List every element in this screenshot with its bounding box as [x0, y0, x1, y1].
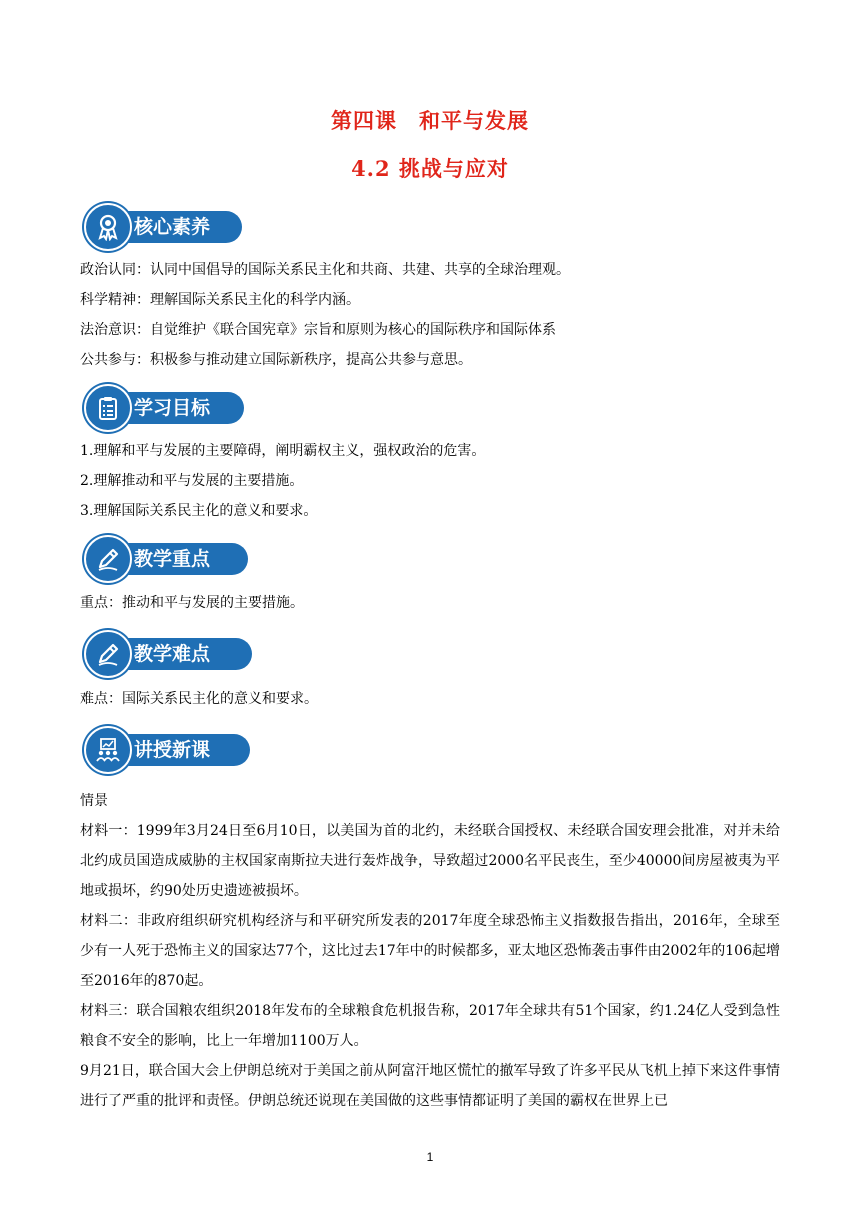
core-literacy-line: 法治意识：自觉维护《联合国宪章》宗旨和原则为核心的国际秩序和国际体系 [80, 322, 556, 338]
clipboard-list-icon [94, 394, 122, 422]
core-literacy-badge [84, 203, 242, 249]
learning-goals-heading: 学习目标 [134, 397, 211, 419]
material-paragraph: 9月21日，联合国大会上伊朗总统对于美国之前从阿富汗地区慌忙的撤军导致了许多平民从飞机上掉下来这件事情进行了严重的批评和责怪。伊朗总统还说现在美国做的这些事情都证明了美国的霸权在世界上已 [80, 1063, 780, 1109]
difficult-points-heading: 教学难点 [134, 643, 211, 665]
learning-goal-line: 1.理解和平与发展的主要障碍，阐明霸权主义，强权政治的危害。 [80, 443, 486, 459]
core-literacy-heading: 核心素养 [134, 216, 211, 238]
page-number: 1 [426, 1150, 434, 1164]
learning-goals-badge [84, 384, 244, 430]
material-paragraph: 材料三：联合国粮农组织2018年发布的全球粮食危机报告称，2017年全球共有51个国家，约1.24亿人受到急性粮食不安全的影响，比上一年增加1100万人。 [80, 1003, 780, 1049]
section-title: 4.2 挑战与应对 [351, 156, 509, 181]
badge-circle [84, 726, 132, 774]
badge-circle [84, 535, 132, 583]
material-paragraph: 材料一：1999年3月24日至6月10日，以美国为首的北约，未经联合国授权、未经联合国安理会批准，对并未给北约成员国造成威胁的主权国家南斯拉夫进行轰炸战争，导致超过2000名平民丧生，至少40000间房屋被夷为平地或损坏，约90处历史遗迹被损坏。 [80, 823, 780, 899]
new-lesson-heading: 讲授新课 [134, 739, 211, 761]
lesson-title: 第四课 和平与发展 [331, 108, 529, 133]
presentation-group-icon [94, 736, 122, 764]
badge-circle [84, 203, 132, 251]
core-literacy-line: 公共参与：积极参与推动建立国际新秩序，提高公共参与意思。 [80, 352, 472, 368]
badge-circle [84, 630, 132, 678]
scenario-label: 情景 [80, 793, 108, 809]
pencil-icon [94, 545, 122, 573]
badge-circle [84, 384, 132, 432]
key-points-badge [84, 535, 248, 581]
material-paragraph: 材料二：非政府组织研究机构经济与和平研究所发表的2017年度全球恐怖主义指数报告指出，2016年，全球至少有一人死于恐怖主义的国家达77个，这比过去17年中的时候都多，亚太地区恐怖袭击事件由2002年的106起增至2016年的870起。 [80, 913, 780, 989]
core-literacy-line: 科学精神：理解国际关系民主化的科学内涵。 [80, 292, 360, 308]
pencil-icon [94, 640, 122, 668]
award-ribbon-icon [94, 213, 122, 241]
key-points-heading: 教学重点 [134, 548, 211, 570]
key-points-text: 重点：推动和平与发展的主要措施。 [80, 595, 304, 611]
difficult-points-text: 难点：国际关系民主化的意义和要求。 [80, 691, 318, 707]
new-lesson-badge [84, 726, 250, 772]
learning-goal-line: 2.理解推动和平与发展的主要措施。 [80, 473, 304, 489]
learning-goal-line: 3.理解国际关系民主化的意义和要求。 [80, 503, 318, 519]
difficult-points-badge [84, 630, 252, 676]
core-literacy-line: 政治认同：认同中国倡导的国际关系民主化和共商、共建、共享的全球治理观。 [80, 262, 570, 278]
